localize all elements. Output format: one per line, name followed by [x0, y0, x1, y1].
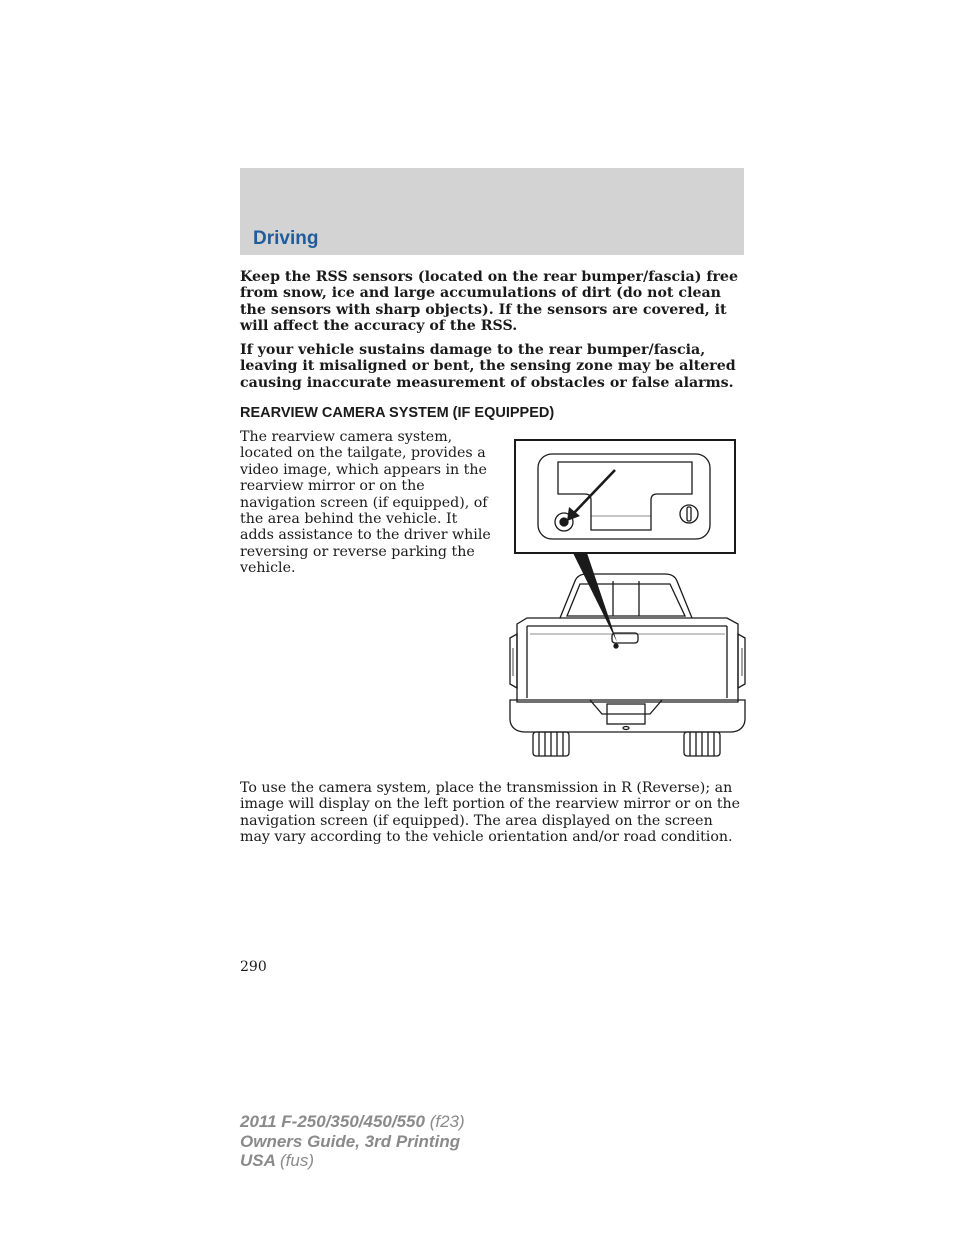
tailgate-handle-recess	[558, 462, 692, 530]
camera-section-heading: REARVIEW CAMERA SYSTEM (IF EQUIPPED)	[240, 405, 555, 421]
page-number: 290	[240, 959, 267, 975]
left-tail-light	[510, 634, 517, 688]
truck-tailgate	[517, 618, 738, 702]
tailgate-handle	[612, 633, 638, 643]
callout-pointer	[573, 553, 617, 642]
damage-warning-paragraph: If your vehicle sustains damage to the rear bumper/fascia, leaving it misaligned or bent, the sensing zone may be altered causing inaccurate measurement of obstacles or false alarms.	[240, 342, 736, 391]
right-rear-tire	[684, 732, 720, 756]
footer-line-guide: Owners Guide, 3rd Printing	[240, 1131, 461, 1151]
camera-intro-paragraph: The rearview camera system, located on the tailgate, provides a video image, which appears in the rearview mirror or on the navigation screen (if equipped), of the area behind the vehicle. It adds assistance to the driver while reversing or reverse parking the vehicle.	[240, 429, 491, 577]
truck-cab	[560, 574, 692, 618]
footer-line-model	[240, 1112, 465, 1132]
lock-cylinder-icon	[680, 505, 698, 523]
left-rear-tire	[533, 732, 569, 756]
footer-model: 2011 F-250/350/450/550	[240, 1112, 425, 1131]
right-tail-light	[738, 634, 745, 688]
document-footer	[240, 1112, 465, 1171]
footer-region-code: (fus)	[280, 1151, 314, 1170]
camera-usage-paragraph: To use the camera system, place the transmission in R (Reverse); an image will display on the left portion of the rearview mirror or on the navigation screen (if equipped). The area displayed on the screen may vary according to the vehicle orientation and/or road condition.	[240, 780, 741, 846]
section-title: Driving	[253, 228, 319, 249]
footer-line-region	[240, 1151, 465, 1171]
footer-region: USA	[240, 1151, 276, 1170]
camera-detail-inset	[515, 440, 735, 553]
tailgate-camera-illustration	[505, 436, 750, 762]
footer-model-code: (f23)	[429, 1112, 465, 1131]
sensors-warning-paragraph: Keep the RSS sensors (located on the rear bumper/fascia) free from snow, ice and large accumulations of dirt (do not clean the sensors with sharp objects). If the sensors are covered, it will affect the accuracy of the RSS.	[240, 269, 738, 335]
